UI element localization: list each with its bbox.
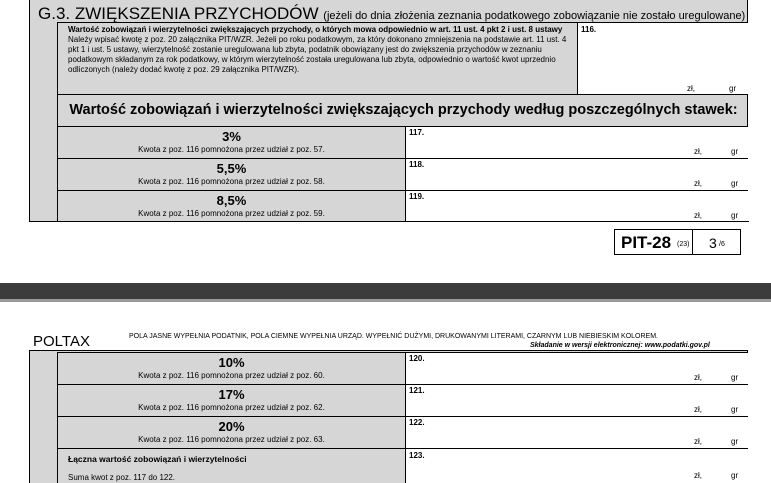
total-row-label: Łączna wartość zobowiązań i wierzytelności (68, 454, 247, 464)
field-123[interactable] (405, 448, 748, 483)
currency-zl: zł, (694, 179, 702, 188)
page-footer-box (614, 229, 741, 255)
field-number: 119. (409, 192, 425, 201)
currency-zl: zł, (694, 437, 702, 446)
poltax-brand: POLTAX (33, 333, 90, 350)
field-116-number: 116. (581, 25, 597, 34)
page-separator-edge (0, 299, 771, 302)
field-116-zl: zł, (687, 84, 695, 93)
intro-description (68, 25, 568, 75)
rate-row-label (57, 190, 405, 222)
amount-field[interactable] (405, 126, 748, 158)
currency-zl: zł, (694, 373, 702, 382)
currency-gr: gr (731, 373, 739, 382)
section-title (38, 4, 745, 24)
rate-value: 3% (222, 129, 241, 144)
currency-gr: gr (731, 179, 739, 188)
rate-description: Kwota z poz. 116 pomnożona przez udział z poz. 60. (138, 371, 325, 380)
amount-field[interactable] (405, 158, 748, 190)
amount-field[interactable] (405, 352, 748, 384)
fill-instructions: POLA JASNE WYPEŁNIA PODATNIK, POLA CIEMNE WYPEŁNIA URZĄD. WYPEŁNIĆ DUŻYMI, DRUKOWANYMI LITERAMI, CZARNYM LUB NIEBIESKIM KOLOREM. (129, 333, 658, 340)
field-123-zl: zł, (694, 471, 702, 480)
page-separator (0, 283, 771, 299)
rate-description: Kwota z poz. 116 pomnożona przez udział z poz. 62. (138, 403, 325, 412)
rate-row-label (57, 158, 405, 190)
currency-gr: gr (731, 211, 739, 220)
rate-description: Kwota z poz. 116 pomnożona przez udział z poz. 58. (138, 177, 325, 186)
currency-gr: gr (731, 405, 739, 414)
rate-description: Kwota z poz. 116 pomnożona przez udział z poz. 63. (138, 435, 325, 444)
currency-gr: gr (731, 147, 739, 156)
rate-value: 10% (218, 355, 245, 370)
field-number: 120. (409, 354, 425, 363)
field-number: 118. (409, 160, 425, 169)
rate-row-label (57, 126, 405, 158)
intro-text: Należy wpisać kwotę z poz. 20 załącznika PIT/WZR. Jeżeli po roku podatkowym, za który dokonano zmniejszenia na podstawie art. 11 ust. 4 pkt 1 i ust. 5 ustawy, wierzytelność zostanie uregulowana lub zbyta, podatnik obowiązany jest do zwiększenia przychodów w zeznaniu podatkowym składanym za rok podatkowy, w którym wierzytelność została uregulowana lub zbyta, odpowiednio o wartość kwot uprzednio odliczonych (należy dodać kwotę z poz. 29 załącznika PIT/WZR). (68, 35, 567, 74)
page-total: /6 (719, 241, 725, 248)
rates-subheader: Wartość zobowiązań i wierzytelności zwiększających przychody według poszczególnych stawek: (69, 102, 738, 118)
amount-field[interactable] (405, 190, 748, 222)
currency-zl: zł, (694, 211, 702, 220)
rate-row-label (57, 352, 405, 384)
currency-zl: zł, (694, 147, 702, 156)
rate-description: Kwota z poz. 116 pomnożona przez udział z poz. 57. (138, 145, 325, 154)
form-name: PIT-28 (621, 233, 672, 252)
rate-row-label (57, 416, 405, 448)
amount-field[interactable] (405, 384, 748, 416)
rate-value: 5,5% (216, 161, 247, 176)
rate-row-label (57, 384, 405, 416)
rate-value: 17% (218, 387, 245, 402)
field-number: 117. (409, 128, 425, 137)
currency-zl: zł, (694, 405, 702, 414)
currency-gr: gr (731, 437, 739, 446)
field-116[interactable] (577, 22, 748, 94)
amount-field[interactable] (405, 416, 748, 448)
electronic-filing-note: Składanie w wersji elektronicznej: www.podatki.gov.pl (530, 342, 710, 349)
field-116-gr: gr (729, 84, 737, 93)
rate-value: 8,5% (216, 193, 247, 208)
rate-value: 20% (218, 419, 245, 434)
footer-divider (692, 230, 693, 254)
section-bottom-rule (29, 221, 749, 222)
field-number: 121. (409, 386, 425, 395)
form-version: (23) (677, 241, 690, 248)
section-code: G.3. (38, 4, 71, 23)
field-123-number: 123. (409, 451, 425, 460)
intro-bold-text: Wartość zobowiązań i wierzytelności zwiększających przychody, o których mowa odpowiednio w art. 11 ust. 4 pkt 2 i ust. 8 ustawy (68, 25, 563, 34)
field-number: 122. (409, 418, 425, 427)
rates-subheader-box (57, 94, 748, 126)
section-note: (jeżeli do dnia złożenia zeznania podatkowego zobowiązanie nie zostało uregulowane) (323, 10, 746, 22)
rate-description: Kwota z poz. 116 pomnożona przez udział z poz. 59. (138, 209, 325, 218)
field-123-gr: gr (731, 471, 739, 480)
total-row-desc: Suma kwot z poz. 117 do 122. (68, 473, 176, 482)
page-number: 3 (709, 235, 717, 251)
section-title-text: ZWIĘKSZENIA PRZYCHODÓW (74, 4, 319, 23)
